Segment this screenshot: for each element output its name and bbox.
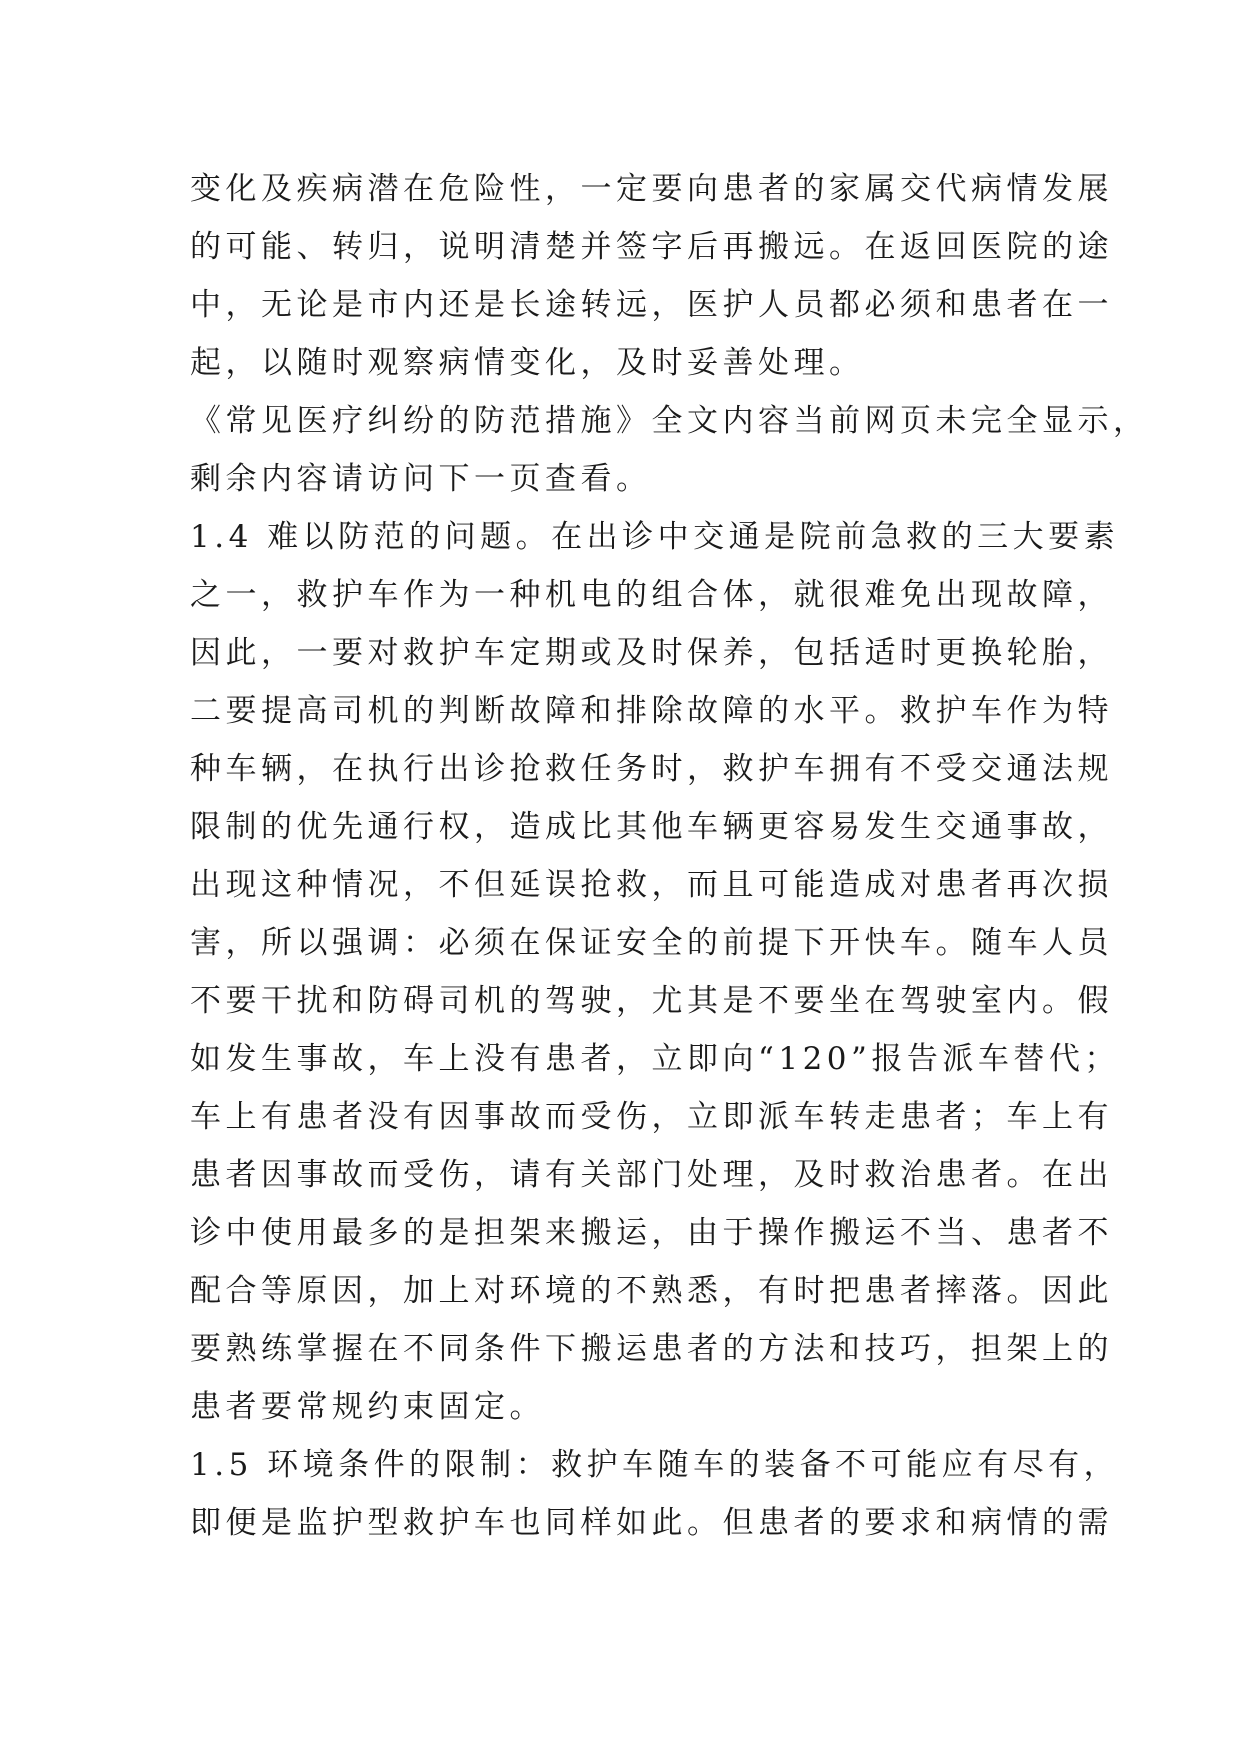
text-line: 种车辆，在执行出诊抢救任务时，救护车拥有不受交通法规 [190,751,1113,787]
text-line: 车上有患者没有因事故而受伤，立即派车转走患者；车上有 [190,1099,1113,1135]
notice-line: 剩余内容请访问下一页查看。 [190,461,652,497]
text-line: 的可能、转归，说明清楚并签字后再搬远。在返回医院的途 [190,229,1113,265]
text-line: 变化及疾病潜在危险性，一定要向患者的家属交代病情发展 [190,171,1113,207]
text-line: 出现这种情况，不但延误抢救，而且可能造成对患者再次损 [190,867,1113,903]
text-line: 配合等原因，加上对环境的不熟悉，有时把患者摔落。因此 [190,1273,1113,1309]
text-line: 即便是监护型救护车也同样如此。但患者的要求和病情的需 [190,1505,1113,1541]
document-body [190,160,1149,1552]
text-line: 如发生事故，车上没有患者，立即向“120”报告派车替代； [190,1041,1120,1077]
section-heading-line: 1.5 环境条件的限制：救护车随车的装备不可能应有尽有， [190,1447,1120,1483]
notice-line: 《常见医疗纠纷的防范措施》全文内容当前网页未完全显示， [190,403,1149,439]
text-line: 害，所以强调：必须在保证安全的前提下开快车。随车人员 [190,925,1113,961]
text-line: 之一，救护车作为一种机电的组合体，就很难免出现故障， [190,577,1113,613]
text-line: 不要干扰和防碍司机的驾驶，尤其是不要坐在驾驶室内。假 [190,983,1113,1019]
text-line: 中，无论是市内还是长途转远，医护人员都必须和患者在一 [190,287,1113,323]
text-line: 限制的优先通行权，造成比其他车辆更容易发生交通事故， [190,809,1113,845]
text-line: 因此，一要对救护车定期或及时保养，包括适时更换轮胎， [190,635,1113,671]
text-line: 要熟练掌握在不同条件下搬运患者的方法和技巧，担架上的 [190,1331,1113,1367]
text-line: 起，以随时观察病情变化，及时妥善处理。 [190,345,865,381]
text-line: 患者要常规约束固定。 [190,1389,545,1425]
text-line: 患者因事故而受伤，请有关部门处理，及时救治患者。在出 [190,1157,1113,1193]
text-line: 二要提高司机的判断故障和排除故障的水平。救护车作为特 [190,693,1113,729]
section-heading-line: 1.4 难以防范的问题。在出诊中交通是院前急救的三大要素 [190,519,1120,555]
text-line: 诊中使用最多的是担架来搬运，由于操作搬运不当、患者不 [190,1215,1113,1251]
